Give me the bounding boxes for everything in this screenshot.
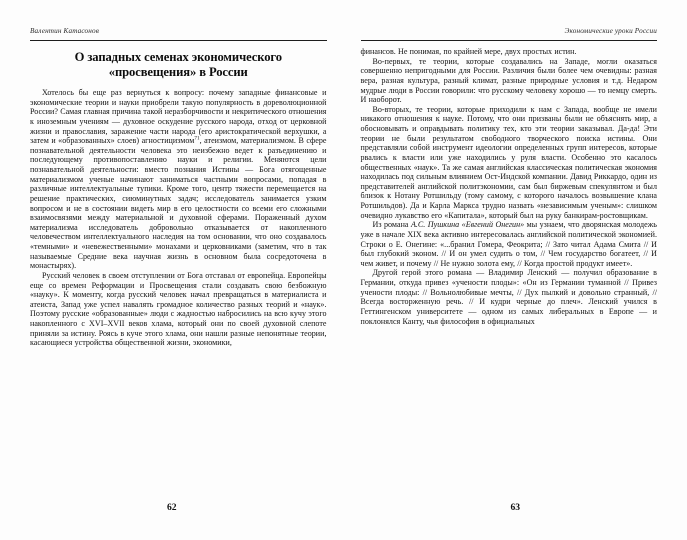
paragraph-text-suffix: , атеизмом, материализмом. В сфере познавательной деятельности человека это неизбежно ведет к разъединению и последующему противопоставлению науки и религии. Меняются цели познавательной деятельности: вместо познания Истины — Бога отягощенные материализмом ученые начинают заниматься частными вопросами, попадая в различные интеллектуальные тупики. Кроме того, центр тяжести перемещается на решение практических, сиюминутных задач; исследователь занимается узким вопросом и не в состоянии видеть мир в его целостности со всеми его сложными взаимосвязями между материальной и духовной сферами. Пораженный духом материализма исследователь добровольно отказывается от накопленного человечеством интеллектуального наследия на том основании, что оно создавалось «темными» и «невежественными» монахами и церковниками (заметим, что в так называемые Средние века научная жизнь в основном была сосредоточена в монастырях). <box>30 136 327 271</box>
running-head-book-title: Экономические уроки России <box>564 27 657 35</box>
page-right <box>344 0 687 540</box>
paragraph-text: Русский человек в своем отступлении от Бога отставал от европейца. Европейцы еще со времен Реформации и Просвещения стали создавать свою безбожную «науку». К моменту, когда русский человек начал превращаться в материалиста и атеиста, Запад уже успел навалять громадное количество разных теорий и «наук». Поэтому русские «образованные» люди с жадностью набросились на всю кучу этого накопленного с XVI–XVII веков хлама, который они по своей духовной слепоте приняли за истину. Роясь в куче этого хлама, они нашли разные непонятные теории, касающиеся устройства общественной жизни, экономики, <box>30 270 327 348</box>
paragraph <box>361 268 658 326</box>
paragraph-text-prefix: Хотелось бы еще раз вернуться к вопросу: почему западные финансовые и экономические теории и науки приобрели такую популярность в дореволюционной России? Самая главная причина такой неразборчивости и некритического отношения к иноземным учениям — духовное оскудение русского народа, отход от церковной жизни и православия, заражение части народа (его аристократической верхушки, а затем и «образованных» слоев) агностицизмом <box>30 88 327 146</box>
page-number-right: 63 <box>510 502 521 513</box>
paragraph-text: Другой герой этого романа — Владимир Ленский — получил образование в Германии, откуда привез «учености плоды»: «Он из Германии туманной // Привез учености плоды: // Вольнолюбивые мечты, // Дух пылкий и довольно странный, // Всегда восторженную речь. // И кудри черные до плеч». Ленский учился в Геттингенском университете — одном из самых либеральных в Европе — и поклонялся Канту, чья философия в официальных <box>360 268 657 326</box>
running-head-author: Валентин Катасонов <box>30 27 100 35</box>
paragraph <box>361 105 658 221</box>
paragraph <box>30 88 327 271</box>
paragraph-text: Во-первых, те теории, которые создавались на Западе, могли оказаться совершенно непригодными для России. Различия были более чем очевидны: разная вера, разная культура, разный климат, разные природные условия и т.д. Недаром мудрые люди в России говорили: что русскому человеку хорошо — то немцу смерть. И наоборот. <box>360 56 657 105</box>
book-citation-italic: А.С. Пушкина «Евгений Онегин» <box>410 220 525 230</box>
body-column-left <box>30 88 327 348</box>
footnote-marker[interactable]: 71 <box>194 135 200 142</box>
paragraph <box>361 47 658 57</box>
page-title-line-1: О западных семенах экономического <box>74 50 282 64</box>
paragraph-text-prefix: Из романа <box>372 220 411 230</box>
paragraph-text-suffix: мы узнаем, что дворянская молодежь уже в начале XIX века активно интересовалась английской политической экономией. Строки о Е. Онегине: «...бранил Гомера, Феокрита; // Зато читал Адама Смита // И был глубокий эконом. // И он умел судить о том, // Чем государство богатеет, // И чем живет, и почему // Не нужно золота ему, // Когда простой продукт имеет». <box>360 220 657 268</box>
paragraph <box>30 271 327 348</box>
header-rule-left <box>30 40 327 41</box>
page-number-left: 62 <box>166 502 177 513</box>
paragraph <box>361 57 658 105</box>
body-column-right <box>361 47 658 326</box>
page-title-line-2: «просвещения» в России <box>108 64 248 79</box>
header-rule-right <box>361 40 658 41</box>
paragraph <box>361 220 658 268</box>
paragraph-text: Во-вторых, те теории, которые приходили к нам с Запада, вообще не имели никакого отношения к науке. Потому, что они призваны были не объяснять мир, а обосновывать и оправдывать политику тех, кто эти теории заказывал. Да-да! Эти теории не были результатом свободного творческого поиска истины. Они представляли собой инструмент идеологии определенных групп интересов, которые рвались к власти или уже находились у руля власти. Особенно это касалось общественных «наук». Та же самая английская классическая политическая экономия находилась под сильным влиянием Ост-Индской компании. Давид Риккардо, один из представителей английской политэкономии, сам был биржевым спекулянтом и был близок к Нотану Ротшильду (тому самому, с которого началось возвышение клана Ротшильдов). Да и Карла Маркса трудно назвать «независимым ученым»: слишком очевидно лукавство его «Капитала», который был на руку банкирам-ростовщикам. <box>360 104 657 220</box>
paragraph-text: финансов. Не понимая, по крайней мере, двух простых истин. <box>360 47 577 56</box>
